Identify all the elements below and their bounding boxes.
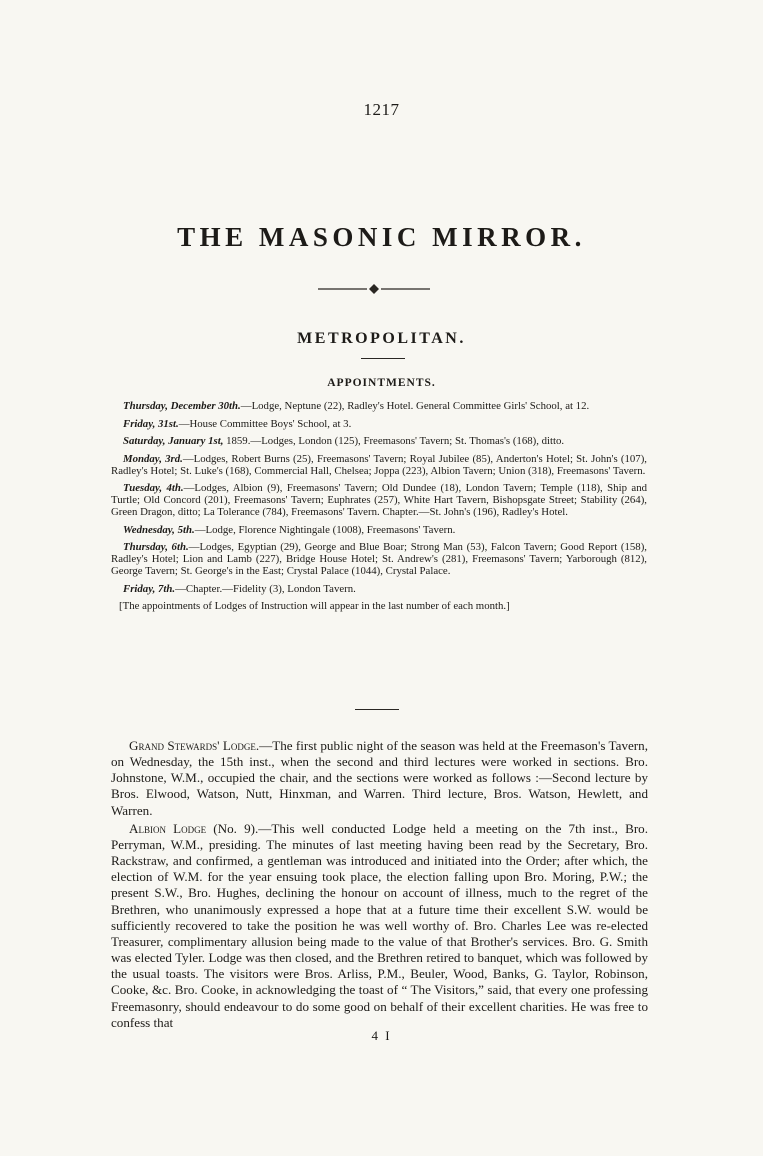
appointment-entry [111, 541, 647, 577]
report-lodge-name: Grand Stewards' Lodge. [129, 738, 260, 753]
appointment-text: —Lodges, Egyptian (29), George and Blue Boar; Strong Man (53), Falcon Tavern; Good Report (158), Radley's Hotel; Lion and Lamb (227), Bridge House Hotel; St. Andrew's (281), Freemasons' Tavern; Yarborough (812), George Tavern; St. George's in the East; Crystal Palace (1044), Crystal Palace. [111, 541, 647, 577]
appointment-day: Friday, 7th. [123, 582, 176, 595]
appointment-entry [111, 418, 647, 430]
appointment-entry [111, 482, 647, 518]
lodge-reports [111, 738, 648, 1031]
section-title: METROPOLITAN. [297, 330, 466, 347]
appointment-text: —House Committee Boys' School, at 3. [178, 417, 352, 430]
appointments-note: [The appointments of Lodges of Instruction will appear in the last number of each month.] [119, 600, 510, 612]
appointment-text: 1859.—Lodges, London (125), Freemasons' Tavern; St. Thomas's (168), ditto. [223, 435, 565, 447]
title-ornament-divider [318, 284, 430, 294]
appointment-text: —Lodges, Albion (9), Freemasons' Tavern; Old Dundee (18), London Tavern; Temple (118), Ship and Turtle; Old Concord (201), Freemasons' Tavern; Euphrates (257), White Hart Tavern, Bishopsgate Street; Stability (264), Green Dragon, ditto; La Tolerance (784), Freemasons' Tavern. Chapter.—St. John's (196), Radley's Hotel. [111, 482, 647, 518]
appointment-day: Thursday, 6th. [123, 541, 189, 553]
appointment-day: Saturday, January 1st, [123, 435, 224, 447]
appointments-heading: APPOINTMENTS. [327, 377, 436, 389]
appointment-entry [111, 453, 647, 477]
appointment-day: Tuesday, 4th. [123, 482, 184, 494]
section-divider [355, 709, 399, 710]
page-number: 1217 [363, 100, 400, 119]
report-text: (No. 9).—This well conducted Lodge held a meeting on the 7th inst., Bro. Perryman, W.M., presiding. The minutes of last meeting having been read by the Secretary, Bro. Rackstraw, and confirmed, a gentleman was introduced and initiated into the Order; after which, the election of W.M. for the year ensuing took place, the election falling upon Bro. Moring, P.W.; the present S.W., Bro. Hughes, declining the honour on account of illness, much to the regret of the Brethren, who unanimously expressed a hope that at a future time their excellent S.W. would be sufficiently recovered to take the position he was well worthy of. Bro. Charles Lee was re-elected Treasurer, complimentary allusion being made to the value of that Brother's services. Bro. G. Smith was elected Tyler. Lodge was then closed, and the Brethren retired to banquet, which was followed by the usual toasts. The visitors were Bros. Arliss, P.M., Beuler, Wood, Banks, G. Taylor, Robinson, Cooke, &c. Bro. Cooke, in acknowledging the toast of “ The Visitors,” said, that every one professing Freemasonry, should endeavour to do some good on behalf of their excellent charities. He was free to confess that [111, 820, 648, 1030]
report-paragraph [111, 821, 648, 1031]
appointment-entry [111, 583, 647, 595]
report-text: —The first public night of the season was held at the Freemason's Tavern, on Wednesday, the 15th inst., when the second and third lectures were worked in sections. Bro. Johnstone, W.M., occupied the chair, and the sections were worked as follows :—Second lecture by Bros. Elwood, Watson, Nutt, Hinxman, and Warren. Third lecture, Bros. Watson, Hewlett, and Warren. [111, 738, 648, 818]
appointment-day: Friday, 31st. [123, 417, 179, 430]
appointment-entry [111, 400, 647, 412]
appointment-text: —Lodge, Florence Nightingale (1008), Freemasons' Tavern. [194, 523, 456, 536]
appointment-day: Monday, 3rd. [123, 452, 183, 465]
appointment-day: Wednesday, 5th. [123, 523, 195, 536]
appointment-day: Thursday, December 30th. [123, 400, 241, 412]
appointment-text: —Lodge, Neptune (22), Radley's Hotel. General Committee Girls' School, at 12. [240, 400, 590, 412]
section-rule [361, 358, 405, 359]
report-paragraph [111, 738, 648, 819]
appointment-entry [111, 524, 647, 536]
signature-mark: 4 I [371, 1028, 392, 1043]
appointment-text: —Chapter.—Fidelity (3), London Tavern. [175, 582, 356, 595]
report-lodge-name: Albion Lodge [129, 820, 207, 836]
appointment-text: —Lodges, Robert Burns (25), Freemasons' Tavern; Royal Jubilee (85), Anderton's Hotel; St. John's (107), Radley's Hotel; St. Luke's (168), Commercial Hall, Chelsea; Joppa (223), Albion Tavern; Union (318), Freemasons' Tavern. [111, 452, 647, 477]
appointment-entry [111, 435, 647, 447]
appointments-list [111, 400, 647, 618]
journal-title: THE MASONIC MIRROR. [177, 222, 586, 252]
